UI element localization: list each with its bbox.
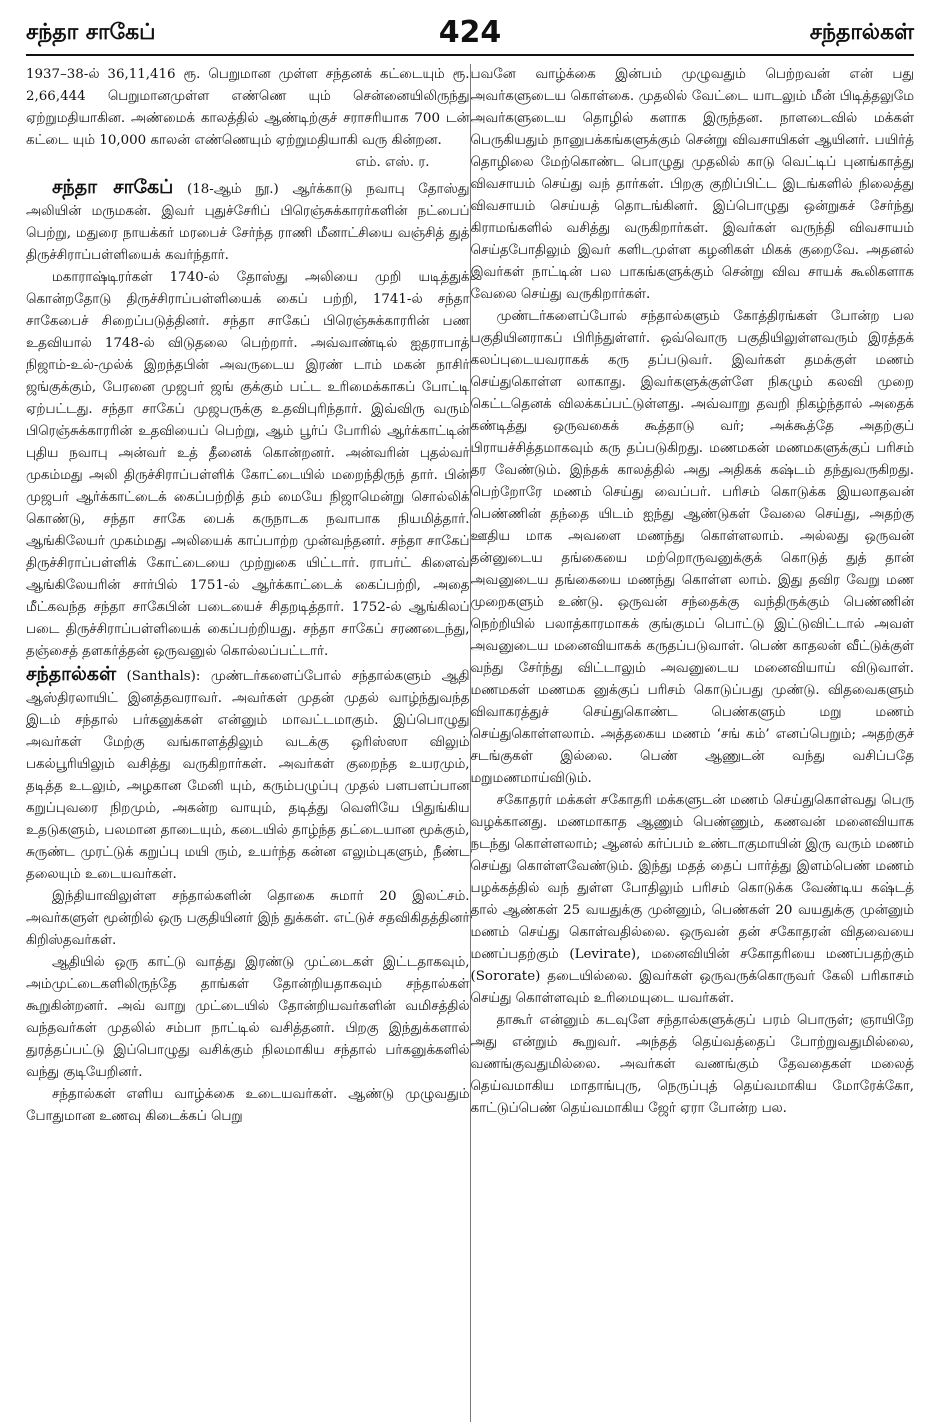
left-column	[26, 64, 470, 1422]
paragraph-chanda-sahib-history: மகாராஷ்டிரர்கள் 1740-ல் தோஸ்து அலியை முறி யடித்துக் கொன்றதோடு திருச்சிராப்பள்ளியைக் கைப் பற்றி, 1741-ல் சந்தா சாகேபைச் சிறைப்படுத்தினர். சந்தா சாகேப் பிரெஞ்சுக்காரரின் பண உதவியால் 1748-ல் விடுதலை பெற்றார். அவ்வாண்டில் ஐதராபாத் நிஜாம்-உல்-முல்க் இறந்தபின் அவருடைய இரண் டாம் மகன் நாசிர் ஜங்குக்கும், பேரனை முஜபர் ஜங் குக்கும் பட்ட உரிமைக்காகப் போட்டி ஏற்பட்டது. சந்தா சாகேப் முஜபருக்கு உதவிபுரிந்தார். இவ்விரு வரும் பிரெஞ்சுக்காரரின் உதவியைப் பெற்று, ஆம் பூர்ப் போரில் ஆர்க்காட்டின் புதிய நவாபு அன்வர் உத் தீனைக் கொன்றனர். அன்வரின் புதல்வர் முகம்மது அலி திருச்சிராப்பள்ளிக் கோட்டையில் மறைந்திருந் தார். பின் முஜபர் ஆர்க்காட்டைக் கைப்பற்றித் தம் மையே நிஜாமென்று சொல்லிக் கொண்டு, சந்தா சாகே பைக் கருநாடக நவாபாக நியமித்தார். ஆங்கிலேயர் முகம்மது அலியைக் காப்பாற்ற முன்வந்தனர். சந்தா சாகேப் திருச்சிராப்பள்ளிக் கோட்டையை முற்றுகை யிட்டார். ராபர்ட் கிளைவ் ஆங்கிலேயரின் சார்பில் 1751-ல் ஆர்க்காட்டைக் கைப்பற்றி, அதை மீட்கவந்த சந்தா சாகேபின் படையைச் சிதறடித்தார். 1752-ல் ஆங்கிலப் படை திருச்சிராப்பள்ளியைக் கைப்பற்றியது. சந்தா சாகேப் சரணடைந்து, தஞ்சைத் தளகர்த்தன் ஒருவனுல் கொல்லப்பட்டார்.	[26, 270, 470, 659]
entry-santhals	[26, 663, 470, 886]
paragraph-santhal-religion: தாகூர் என்னும் கடவுளே சந்தால்களுக்குப் பரம் பொருள்; ஞாயிறே அது என்றும் கூறுவர். அந்தத் தெய்வத்தைப் போற்றுவதுமில்லை, வணங்குவதுமில்லை. அவர்கள் வணங்கும் தேவதைகள் மலைத் தெய்வமாகிய மாதாங்புரு, நெருப்புத் தெய்வமாகிய மோரேக்கோ, காட்டுப்பெண் தெய்வமாகிய ஜேர் ஏரா போன்ற பல.	[470, 1013, 914, 1116]
paragraph-sandalwood-exports: 1937–38-ல் 36,11,416 ரூ. பெறுமான முள்ள சந்தனக் கட்டையும் ரூ. 2,66,444 பெறுமானமுள்ள எண்ணெ யும் சென்னையிலிருந்து ஏற்றுமதியாகின. அண்மைக் காலத்தில் ஆண்டிற்குச் சராசரியாக 700 டன் கட்டை யும் 10,000 காலன் எண்ணெயும் ஏற்றுமதியாகி வரு கின்றன.	[26, 67, 470, 148]
entry-chanda-sahib	[26, 176, 470, 267]
paragraph-santhal-clans-marriage: முண்டர்களைப்போல் சந்தால்களும் கோத்திரங்கள் போன்ற பல பகுதியினராகப் பிரிந்துள்ளர். ஒவ்வொரு பகுதியிலுள்ளவரும் இரத்தக் கலப்புடையவராகக் கரு தப்படுவர். இவர்கள் தமக்குள் மணம் செய்துகொள்ள லாகாது. இவர்களுக்குள்ளே நிகழும் கலவி முறை கெட்டதெனக் விலக்கப்பட்டுள்ளது. அவ்வாறு தவறி நிகழ்ந்தால் அதைக் கண்டித்து ஒருவகைக் கூத்தாடு வர்; அக்கூத்தே அதற்குப் பிராயச்சித்தமாகவும் கரு தப்படுகிறது. மணமகன் மணமகளுக்குப் பரிசம் தர வேண்டும். இந்தக் காலத்தில் அது அதிகக் கஷ்டம் தந்துவருகிறது. பெற்றோரே மணம் செய்து வைப்பர். பரிசம் கொடுக்க இயலாதவன் பெண்ணின் தந்தை யிடம் ஐந்து ஆண்டுகள் வேலை செய்து, அதற்கு ஊதிய மாக அவளை மணந்து கொள்ளலாம். அல்லது ஒருவன் தன்னுடைய தங்கையை மற்றொருவனுக்குக் கொடுத் துத் தான் அவனுடைய தங்கையை மணந்து கொள்ள லாம். இது தவிர வேறு மண முறைகளும் உண்டு. ஒருவன் சந்தைக்கு வந்திருக்கும் பெண்ணின் நெற்றியில் பலாத்காரமாகக் குங்குமப் பொட்டு இட்டுவிட்டால் அவள் அவனுடைய மனைவியாகக் கருதப்படுவாள். பெண் காதலன் வீட்டுக்குள் வந்து சேர்ந்து விட்டாலும் அவனுடைய மனைவியாய் விடுவாள். மணமகள் மணமக னுக்குப் பரிசம் கொடுப்பது முண்டு. விதவைகளும் விவாகரத்துச் செய்துகொண்ட பெண்களும் மறு மணம் செய்துகொள்ளலாம். அத்தகைய மணம் ‘சங் கம்’ எனப்பெறும்; அதற்குச் சடங்குகள் இல்லை. பெண் ஆணுடன் வந்து வசிப்பதே மறுமணமாய்விடும்.	[470, 309, 914, 786]
entry-heading-chanda-sahib: சந்தா சாகேப்	[52, 176, 174, 198]
header-rule	[26, 54, 914, 56]
author-initials: எம். எஸ். ர.	[355, 155, 430, 170]
running-head-right: சந்தால்கள்	[809, 20, 914, 45]
entry-heading-santhals: சந்தால்கள்	[26, 663, 117, 685]
page-number: 424	[438, 15, 502, 50]
right-column	[471, 64, 915, 1422]
paragraph-santhal-population: இந்தியாவிலுள்ள சந்தால்களின் தொகை சுமார் 20 இலட்சம். அவர்களுள் மூன்றில் ஒரு பகுதியினர் இந் துக்கள். எட்டுச் சதவிகிதத்தினர் கிறிஸ்தவர்கள்.	[26, 889, 470, 948]
paragraph-santhal-marriage-customs: சகோதரர் மக்கள் சகோதரி மக்களுடன் மணம் செய்துகொள்வது பெரு வழக்கானது. மணமாகாத ஆணும் பெண்ணும், கணவன் மனைவியாக நடந்து கொள்ளலாம்; ஆனல் கர்ப்பம் உண்டாகுமாயின் இரு வரும் மணம் செய்து கொள்ளவேண்டும். இந்து மதத் தைப் பார்த்து இளம்பெண் மணம் பழக்கத்தில் வந் துள்ள போதிலும் பரிசம் கொடுக்க வேண்டிய கஷ்டத் தால் ஆண்கள் 25 வயதுக்கு முன்னும், பெண்கள் 20 வயதுக்கு முன்னும் மணம் செய்து கொள்வதில்லை. ஒருவன் தன் சகோதரன் விதவையை மணப்பதற்கும் (Levirate), மனைவியின் சகோதரியை மணப்பதற்கும் (Sororate) தடையில்லை. இவர்கள் ஒருவருக்கொருவர் கேலி பரிகாசம் செய்து கொள்ளவும் உரிமையுடை யவர்கள்.	[470, 793, 914, 1006]
entry-body-santhals: (Santhals): முண்டர்களைப்போல் சந்தால்களும் ஆதி ஆஸ்திரலாயிட் இனத்தவராவர். அவர்கள் முதன் முதல் வாழ்ந்துவந்த இடம் சந்தால் பர்கனுக்கள் என்னும் மாவட்டமாகும். இப்பொழுது அவர்கள் மேற்கு வங்காளத்திலும் வடக்கு ஒரிஸ்ஸா விலும் பகல்பூரியிலும் வசித்து வருகிறார்கள். அவர்கள் குறைந்த உயரமும், தடித்த உடலும், அழகான மேனி யும், கரும்பழுப்பு முதல் பளபளப்பான கறுப்புவரை நிறமும், அகன்ற வாயும், தடித்து வெளியே பிதுங்கிய உதடுகளும், பலமான தாடையும், கடையில் தாழ்ந்த தட்டையான மூக்கும், சுருண்ட முரட்டுக் கறுப்பு மயி ரும், உயர்ந்த கன்ன எலும்புகளும், நீண்ட தலையும் உடையவர்கள்.	[26, 669, 470, 882]
paragraph-santhal-origin: ஆதியில் ஒரு காட்டு வாத்து இரண்டு முட்டைகள் இட்டதாகவும், அம்முட்டைகளிலிருந்தே தாங்கள் தோன்றியதாகவும் சந்தால்கள் கூறுகின்றனர். அவ் வாறு முட்டையில் தோன்றியவர்களின் வமிசத்தில் வந்தவர்கள் முதலில் சம்பா நாட்டில் வசித்தனர். பிறகு இந்துக்களால் துரத்தப்பட்டு இப்பொழுது வசிக்கும் நிலமாகிய சந்தால் பர்கனுக்களில் வந்து குடியேறினர்.	[26, 955, 470, 1080]
paragraph-santhal-occupation: பவனே வாழ்க்கை இன்பம் முழுவதும் பெற்றவன் என் பது அவர்களுடைய கொள்கை. முதலில் வேட்டை யாடலும் மீன் பிடித்தலுமே அவர்களுடைய தொழில் களாக இருந்தன. நாளடைவில் மக்கள் பெருகியதும் நானுபக்கங்களுக்கும் சென்று விவசாயிகள் ஆயினர். பயிர்த் தொழிலை மேற்கொண்ட பொழுது முதலில் காடு வெட்டிப் புனங்காத்து விவசாயம் செய்து வந் தார்கள். பிறகு குறிப்பிட்ட இடங்களில் நிலைத்து விவசாயம் செய்யத் தொடங்கினர். இப்பொழுது ஒன்றுகச் சேர்ந்து கிராமங்களில் வசித்து வருகிறார்கள். இவர்கள் வருந்தி விவசாயம் செய்தபோதிலும் இவர் களிடமுள்ள கழனிகள் மிகக் குறைவே. அதனல் இவர்கள் நாட்டின் பல பாகங்களுக்கும் சென்று விவ சாயக் கூலிகளாக வேலை செய்து வருகிறார்கள்.	[470, 67, 914, 302]
running-head-left: சந்தா சாகேப்	[26, 20, 156, 45]
page-header	[26, 4, 914, 48]
text-columns	[26, 64, 914, 1422]
entry-body-chanda-sahib: (18-ஆம் நூ.) ஆர்க்காடு நவாபு தோஸ்து அலியின் மருமகன். இவர் புதுச்சேரிப் பிரெஞ்சுக்காரர்களின் நட்பைப் பெற்று, மதுரை நாயக்கர் மரபைச் சேர்ந்த ராணி மீனாட்சியை வஞ்சித் துத் திருச்சிராப்பள்ளியைக் கவர்ந்தார்.	[26, 182, 470, 263]
paragraph-santhal-life: சந்தால்கள் எளிய வாழ்க்கை உடையவர்கள். ஆண்டு முழுவதும் போதுமான உணவு கிடைக்கப் பெறு	[26, 1087, 470, 1124]
